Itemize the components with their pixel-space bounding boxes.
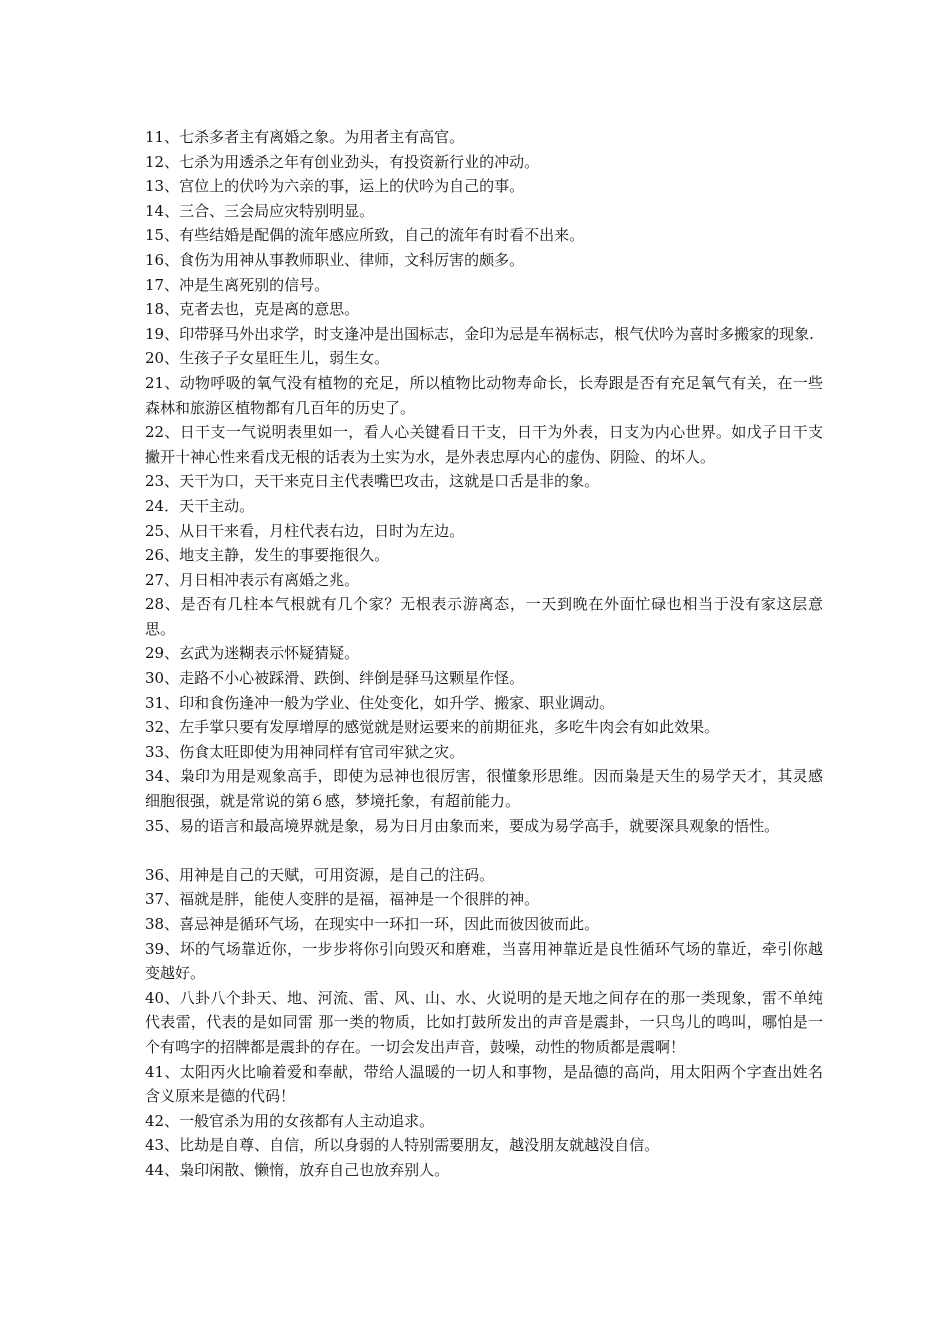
paragraph: 21、动物呼吸的氧气没有植物的充足，所以植物比动物寿命长，长寿跟是否有充足氧气有关，在一些森林和旅游区植物都有几百年的历史了。 [145, 373, 823, 417]
paragraph: 14、三合、三会局应灾特别明显。 [145, 201, 375, 220]
paragraph: 20、生孩子子女星旺生儿，弱生女。 [145, 349, 390, 368]
paragraph: 40、八卦八个卦天、地、河流、雷、风、山、水、火说明的是天地之间存在的那一类现象，雷不单纯代表雷，代表的是如同雷 那一类的物质，比如打鼓所发出的声音是震卦，一只鸟儿的鸣叫，哪怕是一个有鸣字的招牌都是震卦的存在。一切会发出声音，鼓噪，动性的物质都是震啊！ [145, 988, 823, 1056]
paragraph: 39、坏的气场靠近你，一步步将你引向毁灭和磨难，当喜用神靠近是良性循环气场的靠近，牵引你越变越好。 [145, 939, 823, 983]
paragraph: 12、七杀为用透杀之年有创业劲头，有投资新行业的冲动。 [145, 152, 540, 171]
paragraph: 19、印带驿马外出求学，时支逢冲是出国标志，金印为忌是车祸标志，根气伏吟为喜时多搬家的现象. [145, 324, 814, 343]
paragraph: 16、食伤为用神从事教师职业、律师，文科厉害的颇多。 [145, 250, 525, 269]
paragraph: 22、日干支一气说明表里如一，看人心关键看日干支，日干为外表，日支为内心世界。如戊子日干支撇开十神心性来看戊无根的话表为土实为水，是外表忠厚内心的虚伪、阴险、的坏人。 [145, 423, 823, 466]
paragraph: 28、是否有几柱本气根就有几个家？无根表示游离态，一天到晚在外面忙碌也相当于没有家这层意思。 [145, 595, 823, 638]
paragraph: 43、比劫是自尊、自信，所以身弱的人特别需要朋友，越没朋友就越没自信。 [145, 1136, 660, 1155]
blank-line [145, 838, 823, 863]
paragraph: 35、易的语言和最高境界就是象，易为日月由象而来，要成为易学高手，就要深具观象的悟性。 [145, 816, 780, 835]
paragraph: 30、走路不小心被踩滑、跌倒、绊倒是驿马这颗星作怪。 [145, 669, 525, 688]
paragraph: 31、印和食伤逢冲一般为学业、住处变化，如升学、搬家、职业调动。 [145, 693, 615, 712]
paragraph: 26、地支主静，发生的事要拖很久。 [145, 546, 390, 565]
paragraph: 23、天干为口，天干来克日主代表嘴巴攻击，这就是口舌是非的象。 [145, 472, 600, 491]
paragraph: 38、喜忌神是循环气场，在现实中一环扣一环，因此而彼因彼而此。 [145, 915, 600, 933]
paragraph: 36、用神是自己的天赋，可用资源，是自己的注码。 [145, 865, 495, 884]
paragraph: 24．天干主动。 [145, 496, 255, 515]
paragraph: 17、冲是生离死别的信号。 [145, 275, 330, 294]
paragraph: 33、伤食太旺即使为用神同样有官司牢狱之灾。 [145, 742, 465, 761]
paragraph: 41、太阳丙火比喻着爱和奉献，带给人温暖的一切人和事物，是品德的高尚，用太阳两个字查出姓名含义原来是德的代码！ [145, 1062, 823, 1106]
paragraph: 13、宫位上的伏吟为六亲的事，运上的伏吟为自己的事。 [145, 177, 525, 196]
paragraph: 37、福就是胖，能使人变胖的是福，福神是一个很胖的神。 [145, 890, 540, 909]
paragraph: 25、从日干来看，月柱代表右边，日时为左边。 [145, 521, 465, 540]
paragraph: 11、七杀多者主有离婚之象。为用者主有高官。 [145, 128, 465, 146]
paragraph: 18、克者去也，克是离的意思。 [145, 300, 360, 319]
paragraph: 44、枭印闲散、懒惰，放弃自己也放弃别人。 [145, 1160, 450, 1179]
paragraph: 27、月日相冲表示有离婚之兆。 [145, 570, 360, 589]
paragraph: 29、玄武为迷糊表示怀疑猜疑。 [145, 644, 360, 663]
paragraph: 34、枭印为用是观象高手，即使为忌神也很厉害，很懂象形思维。因而枭是天生的易学天才，其灵感细胞很强，就是常说的第６感，梦境托象，有超前能力。 [145, 767, 823, 811]
paragraph: 15、有些结婚是配偶的流年感应所致，自己的流年有时看不出来。 [145, 226, 585, 245]
document-body [145, 125, 823, 1183]
paragraph: 32、左手掌只要有发厚增厚的感觉就是财运要来的前期征兆，多吃牛肉会有如此效果。 [145, 718, 720, 737]
paragraph: 42、一般官杀为用的女孩都有人主动追求。 [145, 1111, 435, 1130]
